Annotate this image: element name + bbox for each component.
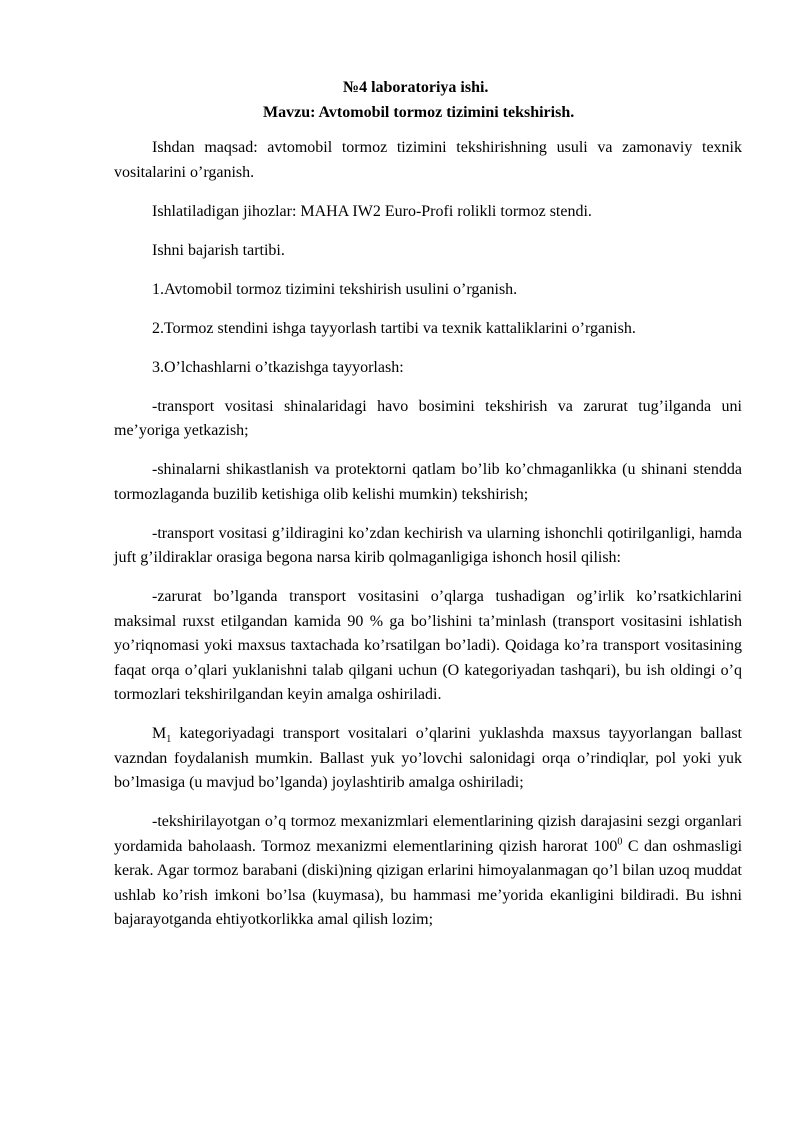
- ballast-text: kategoriyadagi transport vositalari o’qlarini yuklashda maxsus tayyorlangan ballast vazndan foydalanish mumkin. Ballast yuk yo’lovchi salonidagi orqa o’rindiqlar, pol yoki yuk bo’lmasiga (u mavjud bo’lganda) joylashtirib amalga oshiriladi;: [114, 725, 742, 791]
- paragraph-heating-check: [114, 810, 742, 933]
- paragraph-step-1: 1.Avtomobil tormoz tizimini tekshirish usulini o’rganish.: [152, 280, 518, 298]
- paragraph-tire-pressure: -transport vositasi shinalaridagi havo bosimini tekshirish va zarurat tug’ilganda uni me’yoriga yetkazish;: [114, 397, 742, 439]
- heating-text-start: -tekshirilayotgan o’q tormoz mexanizmlari elementlarining qizish darajasini sezgi organlari yordamida baholaash. Tormoz mexanizmi elementlarining qizish harorat 100: [114, 813, 742, 855]
- document-subtitle: Mavzu: Avtomobil tormoz tizimini tekshirish.: [263, 103, 575, 121]
- document-title: №4 laboratoriya ishi.: [343, 79, 489, 96]
- paragraph-ballast: [114, 722, 742, 796]
- paragraph-equipment: Ishlatiladigan jihozlar: MAHA IW2 Euro-Profi rolikli tormoz stendi.: [152, 202, 592, 220]
- paragraph-procedure-heading: Ishni bajarish tartibi.: [152, 241, 285, 259]
- degree-superscript: 0: [617, 836, 623, 848]
- category-subscript: 1: [166, 734, 172, 746]
- paragraph-step-2: 2.Tormoz stendini ishga tayyorlash tartibi va texnik kattaliklarini o’rganish.: [152, 319, 636, 337]
- paragraph-purpose: Ishdan maqsad: avtomobil tormoz tizimini tekshirishning usuli va zamonaviy texnik vositalarini o’rganish.: [114, 139, 742, 181]
- heating-text-end: C dan oshmasligi kerak. Agar tormoz barabani (diski)ning qizigan erlarini himoyalanmagan qo’l bilan uzoq muddat ushlab ko’rish imkoni bo’lsa (kuymasa), bu hammasi me’yorida ekanligini bildiradi. Bu ishni bajarayotganda ehtiyotkorlikka amal qilish lozim;: [114, 837, 743, 928]
- document-page: [114, 76, 742, 947]
- category-letter: M: [152, 725, 167, 742]
- paragraph-tire-damage: -shinalarni shikastlanish va protektorni qatlam bo’lib ko’chmaganlikka (u shinani stendda tormozlaganda buzilib ketishiga olib kelishi mumkin) tekshirish;: [114, 461, 742, 503]
- paragraph-wheel-inspection: -transport vositasi g’ildiragini ko’zdan kechirish va ularning ishonchli qotirilganligi, hamda juft g’ildiraklar orasiga begona narsa kirib qolmaganligiga ishonch hosil qilish:: [114, 524, 742, 566]
- paragraph-step-3: 3.O’lchashlarni o’tkazishga tayyorlash:: [152, 358, 404, 376]
- paragraph-axle-load: -zarurat bo’lganda transport vositasini o’qlarga tushadigan og’irlik ko’rsatkichlarini maksimal ruxst etilgandan kamida 90 % ga bo’lishini ta’minlash (transport vositasini ishlatish yo’riqnomasi yoki maxsus taxtachada ko’rsatilgan bo’ladi). Qoidaga ko’ra transport vositasining faqat orqa o’qlari yuklanishni talab qilgani uchun (O kategoriyadan tashqari), bu ish oldingi o’q tormozlari tekshirilgandan keyin amalga oshiriladi.: [114, 588, 742, 703]
